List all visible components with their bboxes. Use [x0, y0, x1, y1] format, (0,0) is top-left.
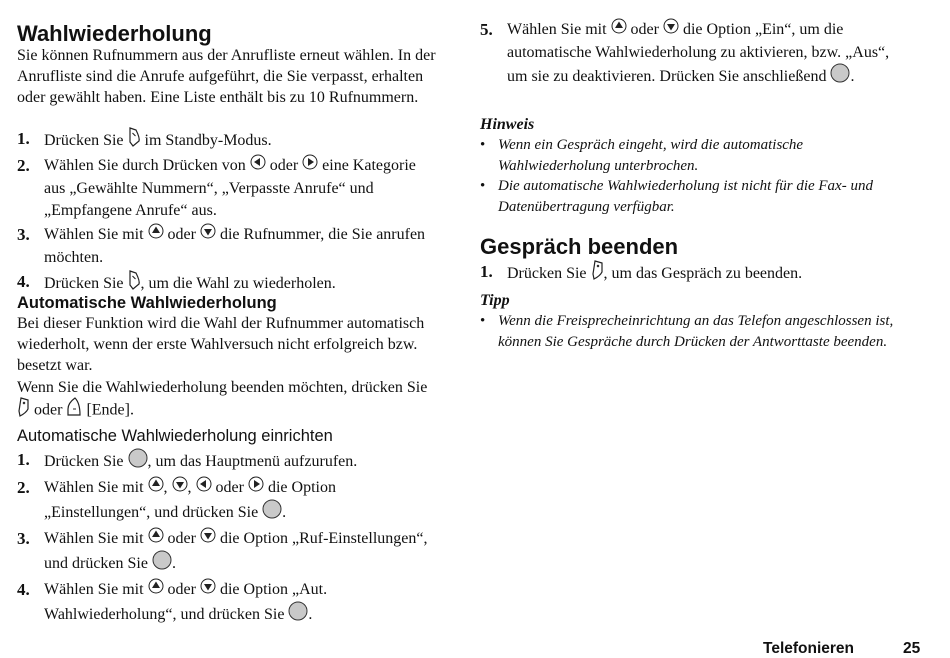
page-title: Wahlwiederholung	[17, 21, 212, 46]
setup-step-1: 1. Drücken Sie , um das Hauptmenü aufzurufen.	[17, 449, 437, 476]
nav-down-icon	[200, 578, 216, 601]
redial-step-4: 4. Drücken Sie , um die Wahl zu wiederholen.	[17, 271, 437, 298]
nav-left-icon	[196, 476, 212, 499]
nav-up-icon	[148, 578, 164, 601]
setup-step-5: 5. Wählen Sie mit oder die Option „Ein“, um die automatische Wahlwiederholung zu aktivieren, bzw. „Aus“, um sie zu deaktivieren. Drücken Sie anschließend .	[480, 19, 900, 91]
page-number: 25	[903, 640, 921, 657]
hint-item: • Die automatische Wahlwiederholung ist nicht für die Fax- und Datenübertragung verfügbar.	[480, 178, 873, 215]
hint-item: • Wenn ein Gespräch eingeht, wird die automatische Wahlwiederholung unterbrochen.	[480, 137, 804, 174]
tip-heading: Tipp	[480, 292, 510, 309]
nav-up-icon	[148, 476, 164, 499]
nav-right-icon	[248, 476, 264, 499]
select-key-icon	[830, 63, 850, 90]
select-key-icon	[288, 601, 308, 628]
select-key-icon	[262, 499, 282, 526]
setup-step-4: 4. Wählen Sie mit oder die Option „Aut. Wahlwiederholung“, und drücken Sie .	[17, 579, 437, 629]
nav-down-icon	[200, 223, 216, 246]
tip-item: • Wenn die Freisprecheinrichtung an das Telefon angeschlossen ist, können Sie Gespräche durch Drücken der Antworttaste beenden.	[480, 313, 894, 350]
end-call-step-1: 1. Drücken Sie , um das Gespräch zu beenden.	[480, 261, 910, 288]
setup-heading: Automatische Wahlwiederholung einrichten	[17, 427, 333, 445]
right-softkey-icon	[66, 397, 82, 423]
end-key-icon	[591, 260, 604, 287]
nav-right-icon	[302, 154, 318, 177]
redial-step-2: 2. Wählen Sie durch Drücken von oder eine Kategorie aus „Gewählte Nummern“, „Verpasste Anrufe“ und „Empfangene Anrufe“ aus.	[17, 156, 416, 219]
redial-step-3: 3. Wählen Sie mit oder die Rufnummer, die Sie anrufen möchten.	[17, 225, 426, 266]
select-key-icon	[152, 550, 172, 577]
hint-heading: Hinweis	[480, 116, 535, 133]
nav-up-icon	[148, 527, 164, 550]
nav-left-icon	[250, 154, 266, 177]
setup-step-2: 2. Wählen Sie mit , , oder die Option „Einstellungen“, und drücken Sie .	[17, 477, 437, 527]
menu-key-icon	[128, 448, 148, 475]
end-redial-paragraph: Wenn Sie die Wahlwiederholung beenden möchten, drücken Sie oder [Ende].	[17, 377, 442, 424]
nav-up-icon	[148, 223, 164, 246]
auto-redial-heading: Automatische Wahlwiederholung	[17, 294, 277, 312]
end-call-title: Gespräch beenden	[480, 234, 679, 259]
end-key-icon	[17, 397, 30, 423]
nav-down-icon	[663, 18, 679, 41]
nav-down-icon	[172, 476, 188, 499]
nav-up-icon	[611, 18, 627, 41]
footer-section: Telefonieren	[763, 640, 855, 657]
redial-step-1: 1. Drücken Sie im Standby-Modus.	[17, 128, 437, 155]
nav-down-icon	[200, 527, 216, 550]
setup-step-3: 3. Wählen Sie mit oder die Option „Ruf-Einstellungen“, und drücken Sie .	[17, 528, 437, 578]
send-key-icon	[128, 127, 141, 154]
auto-redial-paragraph: Bei dieser Funktion wird die Wahl der Rufnummer automatisch wiederholt, wenn der erste Wahlversuch nicht erfolgreich bzw. besetzt war.	[17, 315, 425, 374]
intro-paragraph: Sie können Rufnummern aus der Anrufliste erneut wählen. In der Anrufliste sind die Anrufe aufgeführt, die Sie verpasst, erhalten oder gewählt haben. Eine Liste enthält bis zu 10 Rufnummern.	[17, 47, 436, 106]
